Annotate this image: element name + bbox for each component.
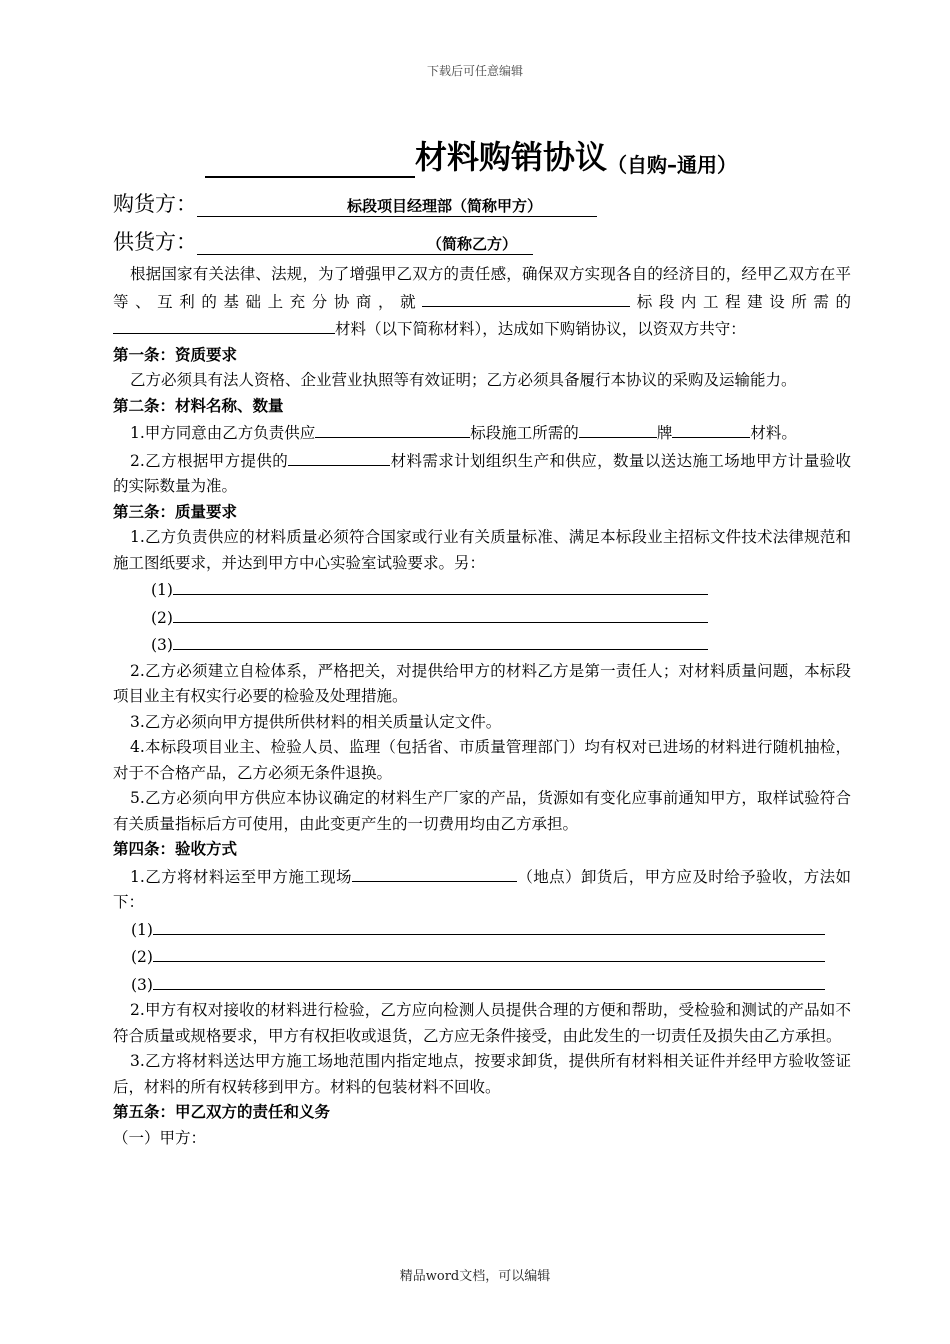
location-blank [352, 863, 517, 882]
section-2-item-2: 2.乙方根据甲方提供的 材料需求计划组织生产和供应，数量以送达施工场地甲方计量验收的实际数量为准。 [113, 447, 851, 500]
supplier-field [197, 234, 533, 255]
section-3-item-3: 3.乙方必须向甲方提供所供材料的相关质量认定文件。 [130, 712, 502, 731]
buyer-line [113, 188, 597, 218]
title-sub: （自购–通用） [607, 153, 738, 177]
buyer-field [197, 196, 597, 217]
section-4-item-2: 2.甲方有权对接收的材料进行检验，乙方应向检测人员提供合理的方便和帮助，受检验和测试的产品如不符合质量或规格要求，甲方有权拒收或退货，乙方应无条件接受，由此发生的一切责任及损失由乙方承担。 [113, 1001, 851, 1045]
document-title [205, 132, 905, 177]
section-3-item-1: 1.乙方负责供应的材料质量必须符合国家或行业有关质量标准、满足本标段业主招标文件技术法律规范和施工图纸要求，并达到甲方中心实验室试验要求。另： [113, 528, 851, 572]
title-main: 材料购销协议 [415, 138, 608, 176]
section-2-item-1: 1.甲方同意由乙方负责供应 标段施工所需的 牌 材料。 [113, 419, 851, 447]
supplier-text: （简称乙方） [427, 235, 518, 253]
section-2-heading: 第二条：材料名称、数量 [113, 396, 284, 415]
section-3-item-2: 2.乙方必须建立自检体系，严格把关，对提供给甲方的材料乙方是第一责任人；对材料质量问题，本标段项目业主有权实行必要的检验及处理措施。 [113, 661, 851, 705]
list-item: (1) [151, 576, 851, 604]
section-4-item-1: 1.乙方将材料运至甲方施工现场 （地点）卸货后，甲方应及时给予验收，方法如下： [113, 863, 851, 916]
material-type-blank [672, 419, 750, 438]
plan-blank [288, 447, 390, 466]
list-item: (3) [151, 631, 851, 659]
section-5-item-1: （一）甲方： [113, 1128, 207, 1147]
supplier-label: 供货方： [113, 230, 197, 254]
title-blank [205, 146, 415, 178]
page-footer: 精品word文档，可以编辑 [399, 1269, 551, 1284]
project-blank [422, 288, 630, 307]
section-4-heading: 第四条：验收方式 [113, 840, 238, 858]
section-blank [315, 419, 470, 438]
brand-blank [579, 419, 657, 438]
section-5-heading: 第五条：甲乙双方的责任和义务 [113, 1103, 331, 1121]
section-4-item-3: 3.乙方将材料送达甲方施工场地范围内指定地点，按要求卸货，提供所有材料相关证件并经甲方验收签证后，材料的所有权转移到甲方。材料的包装材料不回收。 [113, 1052, 851, 1096]
section-1-heading: 第一条：资质要求 [113, 345, 238, 364]
section-1-paragraph: 乙方必须具有法人资格、企业营业执照等有效证明；乙方必须具备履行本协议的采购及运输能力。 [130, 371, 797, 389]
section-3-item-5: 5.乙方必须向甲方供应本协议确定的材料生产厂家的产品，货源如有变化应事前通知甲方，取样试验符合有关质量指标后方可使用，由此变更产生的一切费用均由乙方承担。 [113, 789, 851, 833]
section-4-sublist [113, 916, 851, 999]
material-blank [113, 315, 335, 334]
list-item: (2) [131, 943, 851, 971]
section-3-sublist [113, 576, 851, 659]
section-3-heading: 第三条：质量要求 [113, 502, 238, 521]
list-item: (2) [151, 604, 851, 632]
list-item: (1) [131, 916, 851, 944]
supplier-line [113, 226, 533, 256]
page-header: 下载后可任意编辑 [426, 64, 523, 78]
list-item: (3) [131, 971, 851, 999]
document-body [113, 262, 851, 1151]
buyer-text: 标段项目经理部（简称甲方） [347, 197, 543, 215]
buyer-label: 购货方： [113, 192, 197, 216]
intro-paragraph: 根据国家有关法律、法规，为了增强甲乙双方的责任感，确保双方实现各自的经济目的，经甲乙双方在平等、互利的基础上充分协商，就 标段内工程建设所需的材料（以下简称材料），达成如下购销协议，以资双方共守： [113, 265, 851, 338]
section-3-item-4: 4.本标段项目业主、检验人员、监理（包括省、市质量管理部门）均有权对已进场的材料进行随机抽检，对于不合格产品，乙方必须无条件退换。 [113, 738, 851, 782]
